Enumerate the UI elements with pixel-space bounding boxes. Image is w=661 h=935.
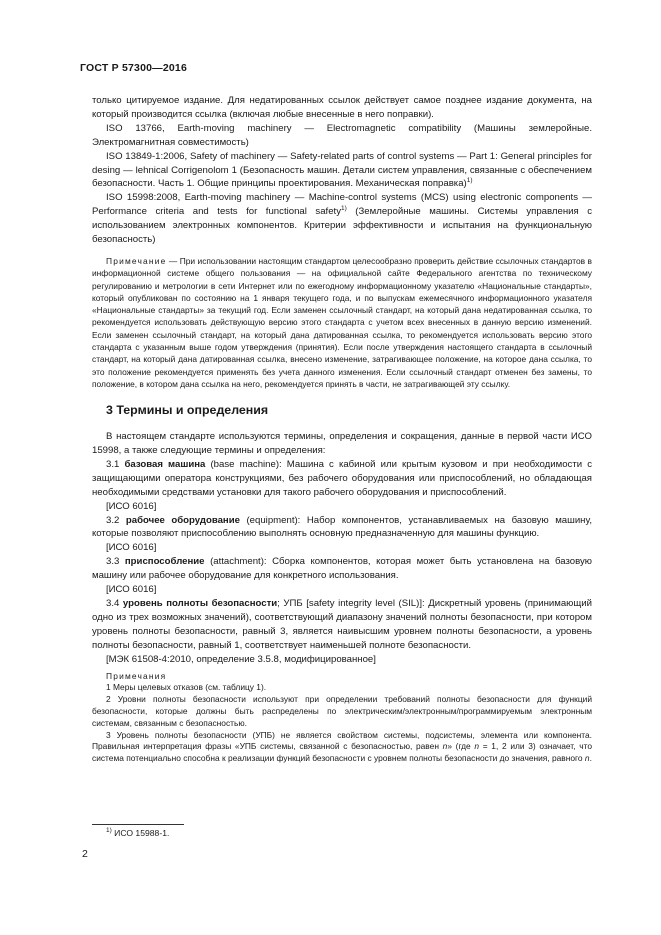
variable-n: n [474, 741, 480, 752]
term-source: [ИСО 6016] [106, 584, 157, 596]
section-intro: В настоящем стандарте используются термины, определения и сокращения, данные в первой части ИСО 15998, а также следующие термины и определения: [92, 431, 592, 457]
footnote-divider [92, 824, 184, 825]
page-body [92, 94, 592, 765]
note-label: Примечание [106, 255, 167, 266]
intro-paragraph: только цитируемое издание. Для недатированных ссылок действует самое позднее издание документа, на который производится ссылка (включая любые внесенные в него поправки). [92, 95, 592, 120]
reference-iso-15998-text: ISO 15998:2008, Earth-moving machinery — Machine-control systems (MCS) using electronic components — Performance criteria and tests for functional safety [92, 192, 592, 218]
footnote [106, 828, 169, 838]
reference-iso-13849-text: ISO 13849-1:2006, Safety of machinery — Safety-related parts of control systems — Part 1: General principles for desing — lehnical Corrigenolom 1 (Безопасность машин. Детали систем управления, связанные с обеспечением безопасности. Часть 1. Общие принципы проектирования. Механическая поправка) [92, 150, 592, 190]
term-source: [МЭК 61508-4:2010, определение 3.5.8, модифицированное] [106, 653, 376, 665]
note-text: — При использовании настоящим стандартом целесообразно проверить действие ссылочных стандартов в информационной системе общего пользования — на официальной сайте Федерального агентства по техническому регулированию и метрологии в сети Интернет или по ежегодному информационному указателю «Национальные стандарты», который опубликован по состоянию на 1 января текущего года, и по выпускам ежемесячного информационного указателя «Национальные стандарты» за текущий год. Если заменен ссылочный стандарт, на который дана недатированная ссылка, то рекомендуется использовать действующую версию этого стандарта с учетом всех внесенных в данную версию изменений. Если заменен ссылочный стандарт, на который дана датированная ссылка, то рекомендуется использовать версию этого стандарта с указанным выше годом утверждения (принятия). Если после утверждения настоящего стандарта в ссылочный стандарт, на который дана датированная ссылка, внесено изменение, затрагивающее положение, на которое дана ссылка, то это положение рекомендуется применять без учета данного изменения. Если ссылочный стандарт отменен без замены, то положение, в котором дана ссылка на него, рекомендуется принять в части, не затрагивающей эту ссылку. [92, 255, 592, 389]
notes-label: Примечания [106, 670, 167, 681]
note-references [92, 255, 592, 390]
term-3-3 [92, 555, 592, 583]
term-name: рабочее оборудование [125, 514, 240, 526]
footnote-marker: 1) [466, 177, 473, 185]
footnote-mark: 1) [106, 827, 112, 835]
page-number: 2 [82, 848, 88, 860]
term-3-4 [92, 597, 592, 653]
reference-iso-13849 [92, 150, 592, 192]
note-3-part: 3 Уровень полноты безопасности (УПБ) не является свойством системы, подсистемы, элемента или компонента. Правильная интерпретация фразы «УПБ системы, связанной с безопасностью, равен [92, 729, 592, 752]
note-3-part: . [589, 753, 592, 764]
term-name: приспособление [124, 556, 205, 568]
note-1: 1 Меры целевых отказов (см. таблицу 1). [106, 682, 267, 693]
term-name: базовая машина [124, 458, 206, 470]
term-notes [92, 671, 592, 765]
reference-iso-13766: ISO 13766, Earth-moving machinery — Electromagnetic compatibility (Машины землеройные. Электромагнитная совместимость) [92, 122, 592, 148]
term-source: [ИСО 6016] [106, 542, 157, 554]
term-3-2 [92, 514, 592, 542]
reference-iso-15998-tail: (Землеройные машины. Системы управления с использованием электронных компонентов. Критерии эффективности и испытания на функциональную безопасность) [92, 206, 592, 246]
term-3-1 [92, 458, 592, 500]
note-2: 2 Уровни полноты безопасности используют при определении требований полноты безопасности для функций безопасности, которые должны быть распределены по электрическим/электронным/программируемым электронным системам, связанным с безопасностью. [92, 694, 592, 728]
footnote-text: ИСО 15988-1. [111, 828, 170, 838]
note-3-part: = 1, 2 или 3) означает, что система потенциально способна к реализации функций безопасности с уровнем полноты безопасности до значения, равного [92, 741, 592, 764]
reference-iso-15998 [92, 191, 592, 247]
footnote-marker: 1) [341, 205, 347, 213]
variable-n: n [442, 741, 448, 752]
term-name: уровень полноты безопасности [122, 598, 278, 610]
term-definition: ; УПБ [safety integrity level (SIL)]: Дискретный уровень (принимающий одно из трех возможных значений), соответствующий диапазону значений полноты безопасности, при котором уровень полноты безопасности, равный 3, является наивысшим уровнем полноты безопасности, а уровень полноты безопасности, равный 1, соответствует наименьшей полноте безопасности. [92, 598, 592, 651]
term-number: 3.4 [106, 598, 123, 610]
section-title: 3 Термины и определения [106, 403, 269, 418]
term-number: 3.3 [106, 556, 125, 568]
note-3 [92, 730, 592, 765]
term-definition: (attachment): Сборка компонентов, которая может быть установлена на базовую машину или рабочее оборудование для конкретного использования. [92, 556, 592, 582]
variable-n: n [584, 753, 590, 764]
term-number: 3.1 [106, 458, 125, 470]
term-source: [ИСО 6016] [106, 500, 157, 512]
term-number: 3.2 [106, 514, 126, 526]
term-definition: (equipment): Набор компонентов, устанавливаемых на базовую машину, которые позволяют приспособлению выполнять основную предназначенную для машины функцию. [92, 514, 592, 540]
term-definition: (base machine): Машина с кабиной или крытым кузовом и при необходимости с защищающими оператора конструкциями, без рабочего оборудования или приспособлений, но обладающая необходимыми средствами установки для такого рабочего оборудования и приспособлений. [92, 458, 592, 498]
note-3-part: » (где [447, 741, 475, 752]
standard-header: ГОСТ Р 57300—2016 [80, 62, 188, 74]
